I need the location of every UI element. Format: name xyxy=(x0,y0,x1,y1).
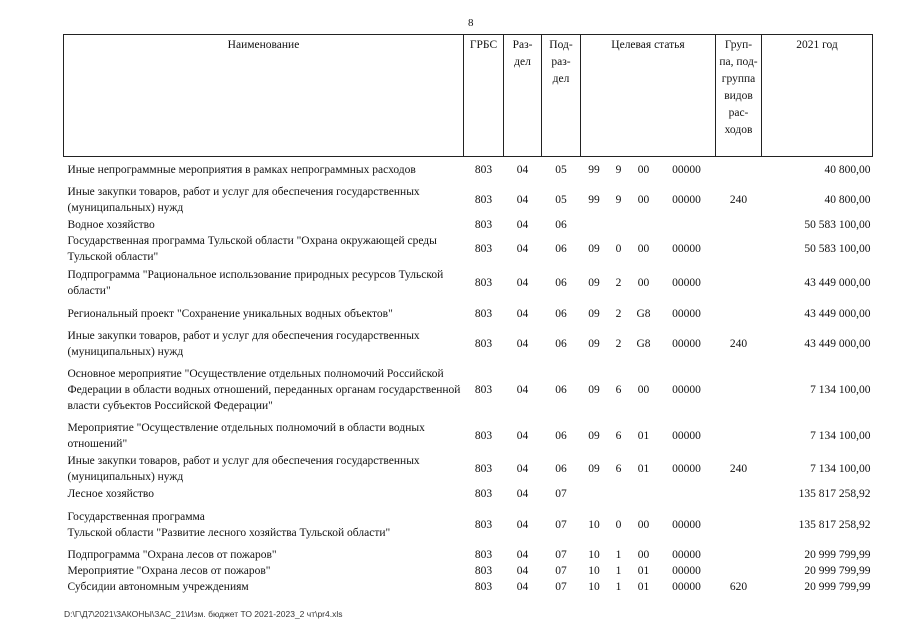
row-expense-group xyxy=(716,217,762,233)
row-target-program: 10 xyxy=(588,518,600,531)
row-name: Подпрограмма "Охрана лесов от пожаров" xyxy=(67,548,277,561)
row-target-subprogram: 1 xyxy=(615,564,622,577)
row-expense-group xyxy=(716,301,762,327)
row-name: Региональный проект "Сохранение уникальных водных объектов" xyxy=(67,307,393,320)
row-target-program: 09 xyxy=(588,242,600,255)
row-expense-group xyxy=(716,419,762,453)
row-target-direction: 00000 xyxy=(672,462,701,475)
row-target-subprogram: 9 xyxy=(615,163,622,176)
row-grbs: 803 xyxy=(474,163,493,176)
table-row xyxy=(64,563,873,579)
row-grbs: 803 xyxy=(474,564,493,577)
row-amount: 40 800,00 xyxy=(824,163,871,176)
row-target-direction xyxy=(658,485,716,503)
row-amount: 20 999 799,99 xyxy=(804,564,871,577)
row-target-direction: 00000 xyxy=(672,307,701,320)
row-razdel: 04 xyxy=(516,548,529,561)
row-grbs: 803 xyxy=(474,276,493,289)
row-amount: 50 583 100,00 xyxy=(804,242,871,255)
row-target-subprogram: 6 xyxy=(615,429,622,442)
row-target-event: G8 xyxy=(636,307,651,320)
row-target-direction: 00000 xyxy=(672,163,701,176)
row-target-subprogram: 2 xyxy=(615,307,622,320)
row-name: Иные непрограммные мероприятия в рамках непрограммных расходов xyxy=(67,163,416,176)
row-target-event xyxy=(630,217,658,233)
row-target-subprogram: 6 xyxy=(615,383,622,396)
row-grbs: 803 xyxy=(474,462,493,475)
row-grbs: 803 xyxy=(474,193,493,206)
row-target-subprogram: 2 xyxy=(615,337,622,350)
header-target-article: Целевая статья xyxy=(581,35,716,157)
table-row xyxy=(64,547,873,563)
row-podrazdel: 07 xyxy=(555,487,567,500)
table-row xyxy=(64,503,873,547)
row-razdel: 04 xyxy=(516,564,529,577)
row-name: Государственная программа Тульской области "Охрана окружающей среды Тульской области" xyxy=(67,234,437,263)
row-amount: 7 134 100,00 xyxy=(810,462,871,475)
row-target-subprogram: 1 xyxy=(615,548,622,561)
row-podrazdel: 06 xyxy=(555,218,567,231)
row-target-program xyxy=(581,217,608,233)
header-grbs: ГРБС xyxy=(464,35,504,157)
row-name: Субсидии автономным учреждениям xyxy=(67,580,249,593)
row-target-event: 00 xyxy=(637,242,650,255)
table-row xyxy=(64,361,873,419)
row-target-event: 00 xyxy=(637,548,650,561)
row-razdel: 04 xyxy=(516,462,529,475)
row-target-event: 01 xyxy=(637,580,650,593)
row-grbs: 803 xyxy=(474,580,493,593)
table-row xyxy=(64,485,873,503)
row-target-subprogram: 9 xyxy=(615,193,622,206)
row-grbs: 803 xyxy=(474,307,493,320)
row-target-program: 09 xyxy=(588,337,600,350)
row-name: Мероприятие "Охрана лесов от пожаров" xyxy=(67,564,271,577)
row-target-event: G8 xyxy=(636,337,651,350)
header-razdel: Раз- дел xyxy=(504,35,542,157)
row-name: Лесное хозяйство xyxy=(67,487,155,500)
row-target-subprogram: 1 xyxy=(615,580,622,593)
row-expense-group: 240 xyxy=(729,462,748,475)
row-amount: 43 449 000,00 xyxy=(804,307,871,320)
row-razdel: 04 xyxy=(516,580,529,593)
row-grbs: 803 xyxy=(474,337,493,350)
row-expense-group xyxy=(716,265,762,301)
row-target-event: 00 xyxy=(637,383,650,396)
row-razdel: 04 xyxy=(516,429,529,442)
row-razdel: 04 xyxy=(516,307,529,320)
table-row xyxy=(64,157,873,183)
row-target-subprogram: 2 xyxy=(615,276,622,289)
row-target-direction: 00000 xyxy=(672,429,701,442)
row-razdel: 04 xyxy=(516,193,529,206)
row-name: Водное хозяйство xyxy=(67,218,155,231)
header-year-2021: 2021 год xyxy=(762,35,873,157)
row-name: Подпрограмма "Рациональное использование природных ресурсов Тульской области" xyxy=(67,268,444,297)
row-amount: 43 449 000,00 xyxy=(804,276,871,289)
row-razdel: 04 xyxy=(516,276,529,289)
row-target-direction: 00000 xyxy=(672,242,701,255)
row-target-direction: 00000 xyxy=(672,193,701,206)
row-target-event: 00 xyxy=(637,276,650,289)
header-podrazdel: Под- раз- дел xyxy=(542,35,581,157)
row-expense-group xyxy=(716,503,762,547)
table-row xyxy=(64,217,873,233)
row-target-direction: 00000 xyxy=(672,564,701,577)
row-target-direction: 00000 xyxy=(672,276,701,289)
row-podrazdel: 06 xyxy=(555,242,567,255)
row-grbs: 803 xyxy=(474,518,493,531)
table-header-row xyxy=(64,35,873,157)
row-target-direction xyxy=(658,217,716,233)
table-row xyxy=(64,301,873,327)
row-podrazdel: 07 xyxy=(555,580,567,593)
row-razdel: 04 xyxy=(516,242,529,255)
row-expense-group xyxy=(716,233,762,265)
row-razdel: 04 xyxy=(516,487,529,500)
row-target-program: 10 xyxy=(588,580,600,593)
row-razdel: 04 xyxy=(516,163,529,176)
row-podrazdel: 06 xyxy=(555,383,567,396)
row-grbs: 803 xyxy=(474,218,493,231)
row-razdel: 04 xyxy=(516,337,529,350)
row-podrazdel: 06 xyxy=(555,429,567,442)
row-target-program: 99 xyxy=(588,163,600,176)
row-target-program: 09 xyxy=(588,462,600,475)
row-target-program: 09 xyxy=(588,429,600,442)
row-amount: 20 999 799,99 xyxy=(804,548,871,561)
row-target-direction: 00000 xyxy=(672,383,701,396)
row-expense-group: 240 xyxy=(729,337,748,350)
row-razdel: 04 xyxy=(516,383,529,396)
budget-table xyxy=(63,34,873,595)
row-amount: 43 449 000,00 xyxy=(804,337,871,350)
table-row xyxy=(64,327,873,361)
row-expense-group xyxy=(716,547,762,563)
row-expense-group xyxy=(716,361,762,419)
row-podrazdel: 06 xyxy=(555,337,567,350)
row-amount: 135 817 258,92 xyxy=(798,487,871,500)
header-name: Наименование xyxy=(64,35,464,157)
row-target-program: 10 xyxy=(588,548,600,561)
row-target-direction: 00000 xyxy=(672,548,701,561)
row-grbs: 803 xyxy=(474,487,493,500)
row-name: Иные закупки товаров, работ и услуг для обеспечения государственных (муниципальных) нужд xyxy=(67,185,420,214)
row-amount: 135 817 258,92 xyxy=(798,518,871,531)
row-name: Мероприятие "Осуществление отдельных полномочий в области водных отношений" xyxy=(67,421,425,450)
row-target-event: 01 xyxy=(637,429,650,442)
row-expense-group xyxy=(716,157,762,183)
table-row xyxy=(64,233,873,265)
row-target-program: 09 xyxy=(588,307,600,320)
row-target-direction: 00000 xyxy=(672,337,701,350)
row-podrazdel: 05 xyxy=(555,163,567,176)
row-podrazdel: 07 xyxy=(555,564,567,577)
row-target-subprogram xyxy=(608,485,630,503)
row-target-direction: 00000 xyxy=(672,518,701,531)
row-name: Иные закупки товаров, работ и услуг для обеспечения государственных (муниципальных) нужд xyxy=(67,454,420,483)
row-grbs: 803 xyxy=(474,242,493,255)
row-target-direction: 00000 xyxy=(672,580,701,593)
row-grbs: 803 xyxy=(474,548,493,561)
row-name: Иные закупки товаров, работ и услуг для обеспечения государственных (муниципальных) нужд xyxy=(67,329,420,358)
footer-file-path: D:\Г\Д7\2021\ЗАКОНЫ\ЗАС_21\Изм. бюджет ТО 2021-2023_2 чт\pr4.xls xyxy=(64,609,343,619)
row-expense-group: 240 xyxy=(729,193,748,206)
row-razdel: 04 xyxy=(516,518,529,531)
table-row xyxy=(64,265,873,301)
row-expense-group xyxy=(716,485,762,503)
row-amount: 40 800,00 xyxy=(824,193,871,206)
row-amount: 50 583 100,00 xyxy=(804,218,871,231)
row-razdel: 04 xyxy=(516,218,529,231)
row-amount: 7 134 100,00 xyxy=(810,383,871,396)
row-target-program xyxy=(581,485,608,503)
row-target-event: 01 xyxy=(637,564,650,577)
table-row xyxy=(64,183,873,217)
row-target-program: 99 xyxy=(588,193,600,206)
row-target-subprogram: 0 xyxy=(615,518,622,531)
row-grbs: 803 xyxy=(474,383,493,396)
row-podrazdel: 05 xyxy=(555,193,567,206)
row-podrazdel: 07 xyxy=(555,518,567,531)
table-row xyxy=(64,579,873,595)
row-target-event xyxy=(630,485,658,503)
row-target-subprogram: 6 xyxy=(615,462,622,475)
row-podrazdel: 07 xyxy=(555,548,567,561)
row-podrazdel: 06 xyxy=(555,462,567,475)
row-podrazdel: 06 xyxy=(555,307,567,320)
row-target-program: 09 xyxy=(588,383,600,396)
row-target-event: 00 xyxy=(637,163,650,176)
row-amount: 20 999 799,99 xyxy=(804,580,871,593)
row-target-event: 00 xyxy=(637,518,650,531)
row-target-subprogram xyxy=(608,217,630,233)
row-target-program: 09 xyxy=(588,276,600,289)
page-number: 8 xyxy=(468,17,474,29)
row-expense-group xyxy=(716,563,762,579)
row-podrazdel: 06 xyxy=(555,276,567,289)
header-expense-group: Груп- па, под- группа видов рас- ходов xyxy=(716,35,762,157)
table-row xyxy=(64,419,873,453)
table-row xyxy=(64,453,873,485)
row-expense-group: 620 xyxy=(729,580,748,593)
row-target-event: 00 xyxy=(637,193,650,206)
row-target-program: 10 xyxy=(588,564,600,577)
row-name: Государственная программа Тульской области "Развитие лесного хозяйства Тульской области" xyxy=(67,510,391,539)
row-grbs: 803 xyxy=(474,429,493,442)
row-target-event: 01 xyxy=(637,462,650,475)
row-amount: 7 134 100,00 xyxy=(810,429,871,442)
row-name: Основное мероприятие "Осуществление отдельных полномочий Российской Федерации в области водных отношений, переданных органам государственной власти субъектов Российской Федерации" xyxy=(67,367,461,412)
row-target-subprogram: 0 xyxy=(615,242,622,255)
